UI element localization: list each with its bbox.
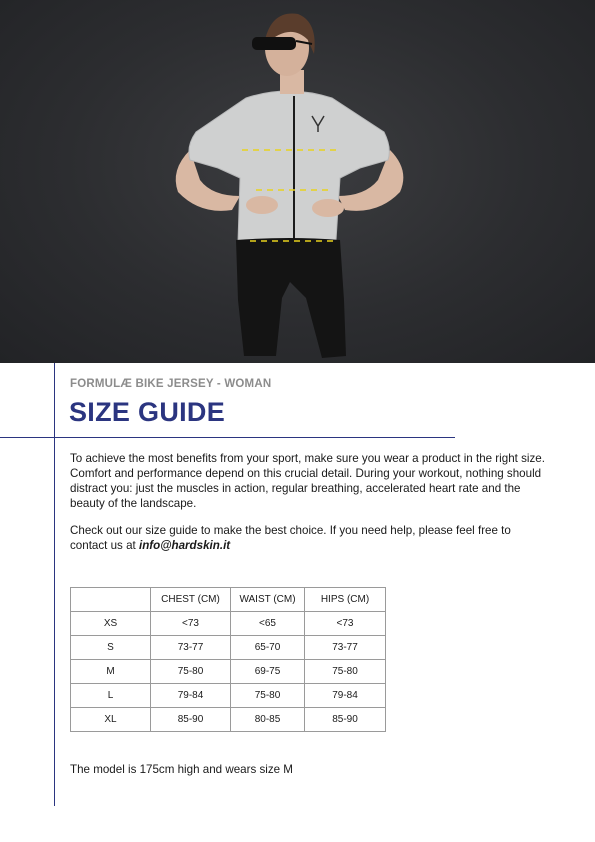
table-row — [71, 684, 386, 708]
table-cell: <73 — [305, 612, 386, 636]
contact-email[interactable]: info@hardskin.it — [138, 539, 231, 552]
table-cell: 85-90 — [305, 708, 386, 732]
size-label-cell: S — [71, 636, 151, 660]
table-row — [71, 612, 386, 636]
contact-text: Check out our size guide to make the best choice. If you need help, please feel free to contact us at — [70, 524, 511, 552]
size-label-cell: XL — [71, 708, 151, 732]
table-header-row — [71, 588, 386, 612]
table-cell: 79-84 — [305, 684, 386, 708]
bib-shorts — [236, 238, 346, 358]
size-table — [70, 587, 386, 732]
accent-vertical-rule — [54, 363, 55, 806]
model-illustration — [0, 0, 595, 363]
table-row — [71, 636, 386, 660]
accent-horizontal-rule — [0, 437, 455, 438]
table-cell: 75-80 — [305, 660, 386, 684]
size-label-cell: L — [71, 684, 151, 708]
page-title: SIZE GUIDE — [69, 397, 226, 427]
table-cell: <65 — [231, 612, 305, 636]
table-cell: 75-80 — [231, 684, 305, 708]
intro-paragraph: To achieve the most benefits from your sport, make sure you wear a product in the right size. Comfort and performance depend on this crucial detail. During your workout, nothing should distract you: just the muscles in action, regular breathing, accelerated heart rate and the beauty of the landscape. — [70, 452, 545, 510]
table-cell: 73-77 — [305, 636, 386, 660]
table-cell: 85-90 — [151, 708, 231, 732]
contact-paragraph — [70, 523, 545, 553]
table-cell: <73 — [151, 612, 231, 636]
table-cell: 79-84 — [151, 684, 231, 708]
left-hand — [246, 196, 278, 214]
table-cell: 65-70 — [231, 636, 305, 660]
table-cell: 75-80 — [151, 660, 231, 684]
table-header-cell: WAIST (CM) — [231, 588, 305, 612]
sunglasses — [252, 37, 296, 50]
size-label-cell: XS — [71, 612, 151, 636]
jersey — [189, 91, 389, 244]
table-row — [71, 708, 386, 732]
product-subtitle: FORMULÆ BIKE JERSEY - WOMAN — [70, 378, 272, 390]
model-footnote: The model is 175cm high and wears size M — [70, 763, 293, 776]
table-header-cell: CHEST (CM) — [151, 588, 231, 612]
table-header-cell: HIPS (CM) — [305, 588, 386, 612]
size-label-cell: M — [71, 660, 151, 684]
hero-photo — [0, 0, 595, 363]
table-row — [71, 660, 386, 684]
table-cell: 80-85 — [231, 708, 305, 732]
right-hand — [312, 199, 344, 217]
table-header-cell — [71, 588, 151, 612]
table-cell: 69-75 — [231, 660, 305, 684]
table-cell: 73-77 — [151, 636, 231, 660]
